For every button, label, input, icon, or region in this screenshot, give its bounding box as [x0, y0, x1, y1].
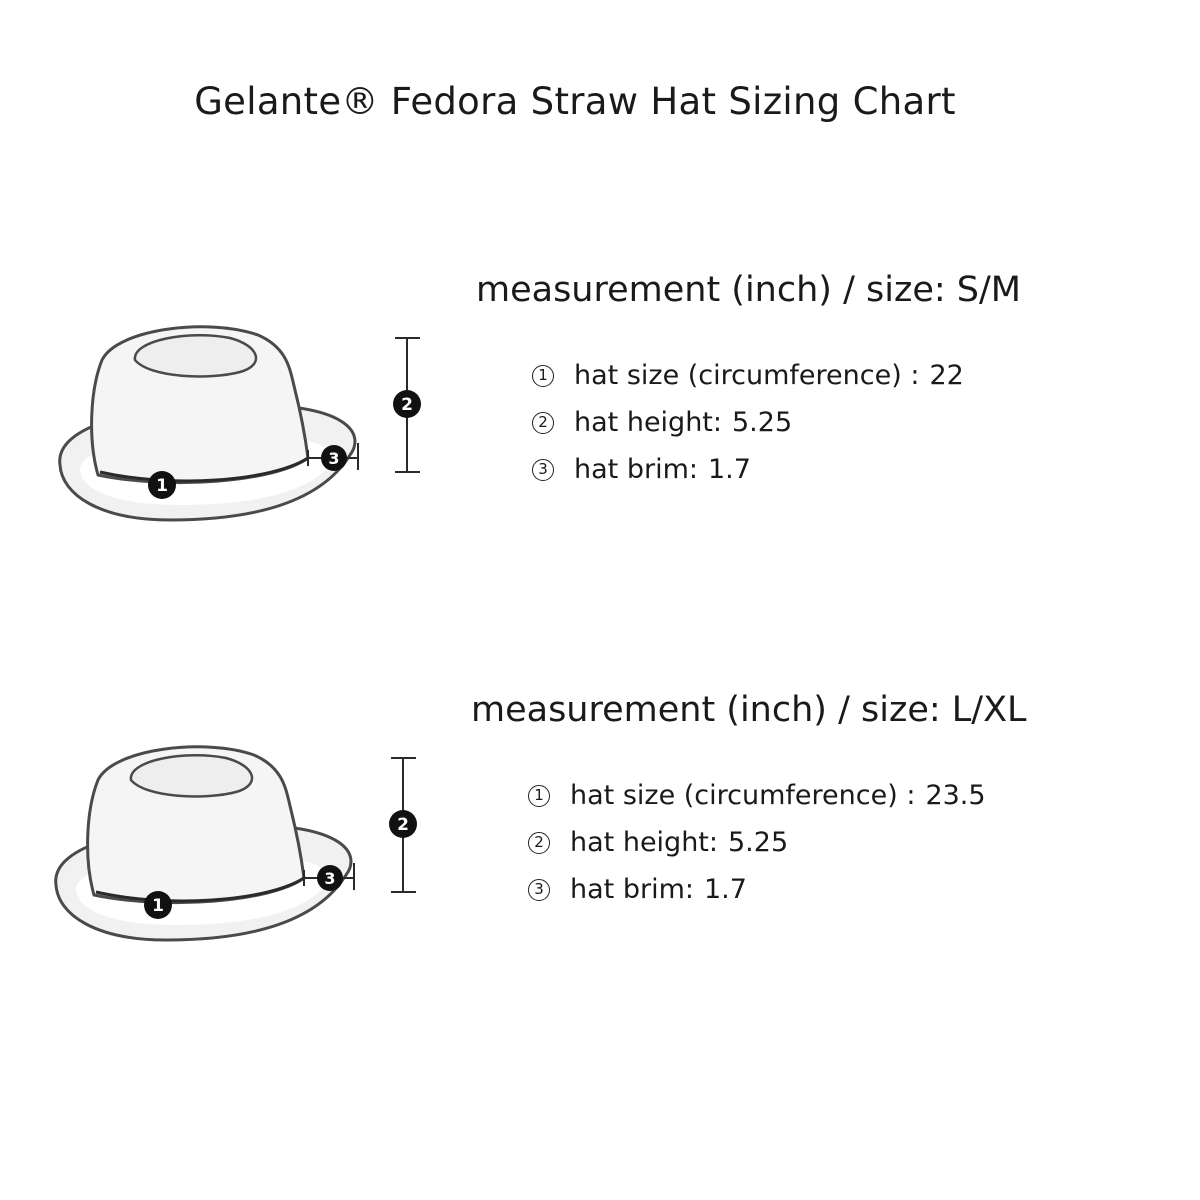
spec-value: 1.7 [703, 874, 747, 905]
spec-label: hat size (circumference) : [574, 360, 920, 391]
size-section-s-m [0, 260, 1200, 560]
spec-list [528, 772, 986, 913]
hat-diagram-drawing [40, 310, 440, 540]
marker-1-icon [148, 471, 176, 499]
spec-value: 5.25 [728, 827, 789, 858]
svg-text:3: 3 [328, 449, 340, 468]
size-heading: measurement (inch) / size: S/M [476, 270, 1021, 310]
hat-diagram-drawing [36, 730, 436, 960]
size-section-l-xl [0, 680, 1200, 980]
hat-crown-dent [135, 335, 256, 376]
marker-1-icon [144, 891, 172, 919]
circled-number-2-icon: 2 [528, 832, 550, 854]
spec-label: hat brim: [570, 874, 694, 905]
circled-number-1-icon: 1 [532, 365, 554, 387]
circled-number-1-icon: 1 [528, 785, 550, 807]
svg-text:1: 1 [156, 476, 168, 496]
marker-2-icon [393, 390, 421, 418]
svg-text:3: 3 [324, 869, 336, 888]
spec-item-hat-height [528, 819, 986, 866]
circled-number-3-icon: 3 [532, 459, 554, 481]
spec-label: hat height: [570, 827, 718, 858]
spec-value: 23.5 [925, 780, 986, 811]
size-heading: measurement (inch) / size: L/XL [471, 690, 1027, 730]
spec-label: hat height: [574, 407, 722, 438]
hat-diagram [36, 730, 436, 960]
spec-item-hat-size [528, 772, 986, 819]
page-title: Gelante® Fedora Straw Hat Sizing Chart [194, 80, 956, 123]
circled-number-2-icon: 2 [532, 412, 554, 434]
spec-label: hat brim: [574, 454, 698, 485]
spec-value: 5.25 [732, 407, 793, 438]
svg-text:2: 2 [397, 815, 409, 835]
spec-label: hat size (circumference) : [570, 780, 916, 811]
marker-2-icon [389, 810, 417, 838]
spec-list [532, 352, 964, 493]
spec-item-hat-brim [532, 446, 964, 493]
marker-3-icon [321, 445, 347, 471]
hat-diagram [40, 310, 440, 540]
marker-3-icon [317, 865, 343, 891]
hat-crown-dent [131, 755, 252, 796]
svg-text:2: 2 [401, 395, 413, 415]
spec-value: 1.7 [707, 454, 751, 485]
spec-value: 22 [929, 360, 964, 391]
spec-item-hat-height [532, 399, 964, 446]
spec-item-hat-brim [528, 866, 986, 913]
svg-text:1: 1 [152, 896, 164, 916]
spec-item-hat-size [532, 352, 964, 399]
circled-number-3-icon: 3 [528, 879, 550, 901]
